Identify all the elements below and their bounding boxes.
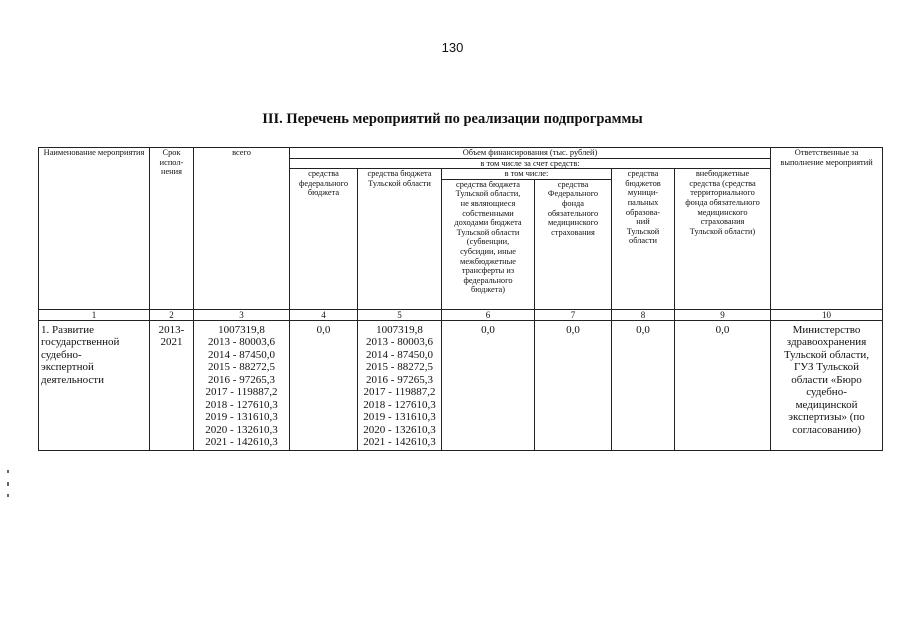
total-year-value: 2014 - 87450,0 <box>208 348 275 361</box>
column-number: 10 <box>771 309 883 320</box>
column-number: 1 <box>39 309 150 320</box>
fomc-value: 0,0 <box>535 320 612 450</box>
header-federal: средства федерального бюджета <box>290 169 358 310</box>
header-funding: Объем финансирования (тыс. рублей) <box>290 148 771 159</box>
header-name: Наименование мероприятия <box>39 148 150 310</box>
extrabudget-value: 0,0 <box>675 320 771 450</box>
header-fomc: средства Федерального фонда обязательного медицинского страхования <box>535 179 612 309</box>
regional-year-value: 2014 - 87450,0 <box>366 348 433 361</box>
regional-funding-cell <box>358 320 442 450</box>
column-numbers-row <box>39 309 883 320</box>
responsible-executors: Министерство здравоохранения Тульской области, ГУЗ Тульской области «Бюро судебно- медицинской экспертизы» (по согласованию) <box>771 320 883 450</box>
measure-term: 2013- 2021 <box>150 320 194 450</box>
regional-year-value: 2015 - 88272,5 <box>366 361 433 374</box>
margin-marks <box>7 470 11 510</box>
column-number: 7 <box>535 309 612 320</box>
page-number: 130 <box>441 40 464 55</box>
regional-year-value: 2019 - 131610,3 <box>363 411 436 424</box>
header-regional: средства бюджета Тульской области <box>358 169 442 310</box>
total-year-value: 2019 - 131610,3 <box>205 411 278 424</box>
header-municipal: средства бюджетов муници- пальных образова- ний Тульской области <box>612 169 675 310</box>
nonown-value: 0,0 <box>442 320 535 450</box>
regional-year-value: 2020 - 132610,3 <box>363 423 436 436</box>
header-term: Срок испол-нения <box>150 148 194 310</box>
header-total: всего <box>194 148 290 310</box>
municipal-value: 0,0 <box>612 320 675 450</box>
section-title: III. Перечень мероприятий по реализации подпрограммы <box>262 111 643 127</box>
column-number: 8 <box>612 309 675 320</box>
column-number: 9 <box>675 309 771 320</box>
column-number: 5 <box>358 309 442 320</box>
total-funding-cell <box>194 320 290 450</box>
measure-name: 1. Развитие государственной судебно- экспертной деятельности <box>39 320 150 450</box>
header-including: в том числе: <box>442 169 612 180</box>
total-year-value: 2015 - 88272,5 <box>208 361 275 374</box>
total-year-value: 2018 - 127610,3 <box>205 398 278 411</box>
regional-year-value: 2018 - 127610,3 <box>363 398 436 411</box>
table-row <box>39 320 883 450</box>
header-nonown-funds: средства бюджета Тульской области, не являющиеся собственными доходами бюджета Тульской области (субвенции, субсидии, иные межбюджетные трансферты из федерального бюджета) <box>442 179 535 309</box>
column-number: 4 <box>290 309 358 320</box>
regional-year-value: 2016 - 97265,3 <box>366 373 433 386</box>
total-year-value: 2016 - 97265,3 <box>208 373 275 386</box>
total-year-value: 2017 - 119887,2 <box>205 386 278 399</box>
regional-year-value: 2013 - 80003,6 <box>366 336 433 349</box>
regional-year-value: 2017 - 119887,2 <box>363 386 436 399</box>
column-number: 2 <box>150 309 194 320</box>
regional-year-value: 2021 - 142610,3 <box>363 436 436 449</box>
header-extrabudget: внебюджетные средства (средства территориального фонда обязательного медицинского страхования Тульской области) <box>675 169 771 310</box>
measures-table <box>38 147 883 451</box>
header-responsible: Ответственные за выполнение мероприятий <box>771 148 883 310</box>
federal-value: 0,0 <box>290 320 358 450</box>
total-year-value: 2021 - 142610,3 <box>205 436 278 449</box>
total-sum: 1007319,8 <box>218 323 265 336</box>
column-number: 6 <box>442 309 535 320</box>
total-year-value: 2013 - 80003,6 <box>208 336 275 349</box>
total-year-value: 2020 - 132610,3 <box>205 423 278 436</box>
header-including-sources: в том числе за счет средств: <box>290 158 771 169</box>
regional-sum: 1007319,8 <box>376 323 423 336</box>
column-number: 3 <box>194 309 290 320</box>
